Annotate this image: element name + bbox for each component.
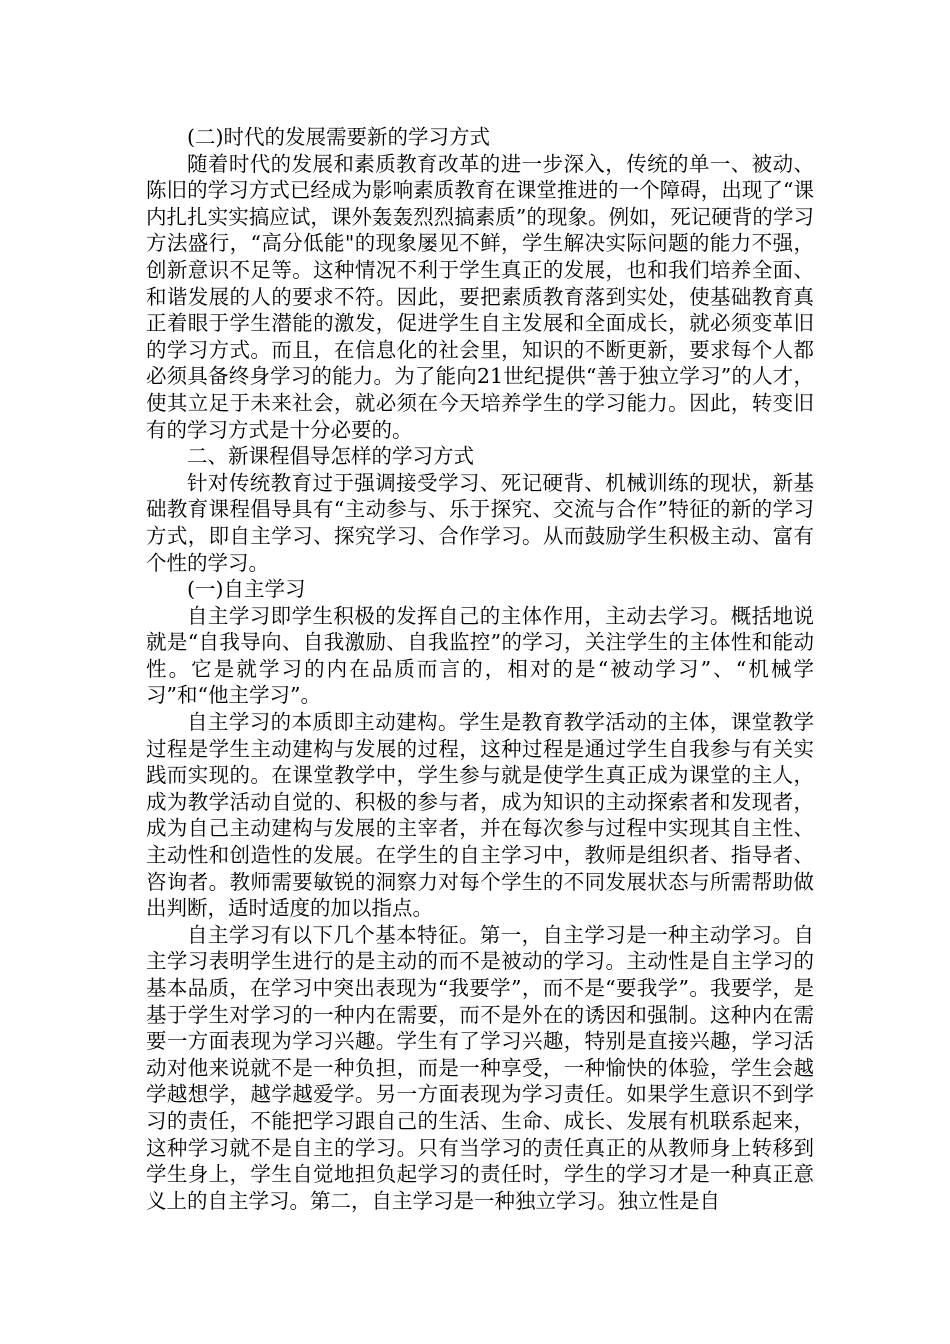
paragraph-autonomous-features: 自主学习有以下几个基本特征。第一，自主学习是一种主动学习。自主学习表明学生进行的是主动的而不是被动的学习。主动性是自主学习的基本品质，在学习中突出表现为“我要学”，而不是“要我学”。我要学，是基于学生对学习的一种内在需要，而不是外在的诱因和强制。这种内在需要一方面表现为学习兴趣。学生有了学习兴趣，特别是直接兴趣，学习活动对他来说就不是一种负担，而是一种享受，一种愉快的体验，学生会越学越想学，越学越爱学。另一方面表现为学习责任。如果学生意识不到学习的责任，不能把学习跟自己的生活、生命、成长、发展有机联系起来，这种学习就不是自主的学习。只有当学习的责任真正的从教师身上转移到学生身上，学生自觉地担负起学习的责任时，学生的学习才是一种真正意义上的自主学习。第二，自主学习是一种独立学习。独立性是自 xyxy=(146,922,814,1213)
document-page xyxy=(146,124,814,1214)
section-heading-new-curriculum: 二、新课程倡导怎样的学习方式 xyxy=(187,444,474,469)
paragraph-learning-reform: 随着时代的发展和素质教育改革的进一步深入，传统的单一、被动、陈旧的学习方式已经成为影响素质教育在课堂推进的一个障碍，出现了“课内扎扎实实搞应试，课外轰轰烈烈搞素质”的现象。例如，死记硬背的学习方法盛行，“高分低能"的现象屡见不鲜，学生解决实际问题的能力不强，创新意识不足等。这种情况不利于学生真正的发展，也和我们培养全面、和谐发展的人的要求不符。因此，要把素质教育落到实处，使基础教育真正着眼于学生潜能的激发，促进学生自主发展和全面成长，就必须变革旧的学习方式。而且，在信息化的社会里，知识的不断更新，要求每个人都必须具备终身学习的能力。为了能向21世纪提供“善于独立学习”的人才，使其立足于未来社会，就必须在今天培养学生的学习能力。因此，转变旧有的学习方式是十分必要的。 xyxy=(146,151,814,442)
paragraph-autonomous-definition: 自主学习即学生积极的发挥自己的主体作用，主动去学习。概括地说就是“自我导向、自我激励、自我监控”的学习，关注学生的主体性和能动性。它是就学习的内在品质而言的，相对的是“被动学习”、“机械学习”和“他主学习”。 xyxy=(146,603,814,708)
paragraph-new-learning-methods: 针对传统教育过于强调接受学习、死记硬背、机械训练的现状，新基础教育课程倡导具有“主动参与、乐于探究、交流与合作”特征的新的学习方式，即自主学习、探究学习、合作学习。从而鼓励学生积极主动、富有个性的学习。 xyxy=(146,470,814,575)
section-heading-era-development: (二)时代的发展需要新的学习方式 xyxy=(187,125,490,149)
section-heading-autonomous-learning: (一)自主学习 xyxy=(187,577,306,602)
paragraph-autonomous-essence: 自主学习的本质即主动建构。学生是教育教学活动的主体，课堂教学过程是学生主动建构与发展的过程，这种过程是通过学生自我参与有关实践而实现的。在课堂教学中，学生参与就是使学生真正成为课堂的主人，成为教学活动自觉的、积极的参与者，成为知识的主动探索者和发现者，成为自己主动建构与发展的主宰者，并在每次参与过程中实现其自主性、主动性和创造性的发展。在学生的自主学习中，教师是组织者、指导者、咨询者。教师需要敏锐的洞察力对每个学生的不同发展状态与所需帮助做出判断，适时适度的加以指点。 xyxy=(146,710,814,921)
